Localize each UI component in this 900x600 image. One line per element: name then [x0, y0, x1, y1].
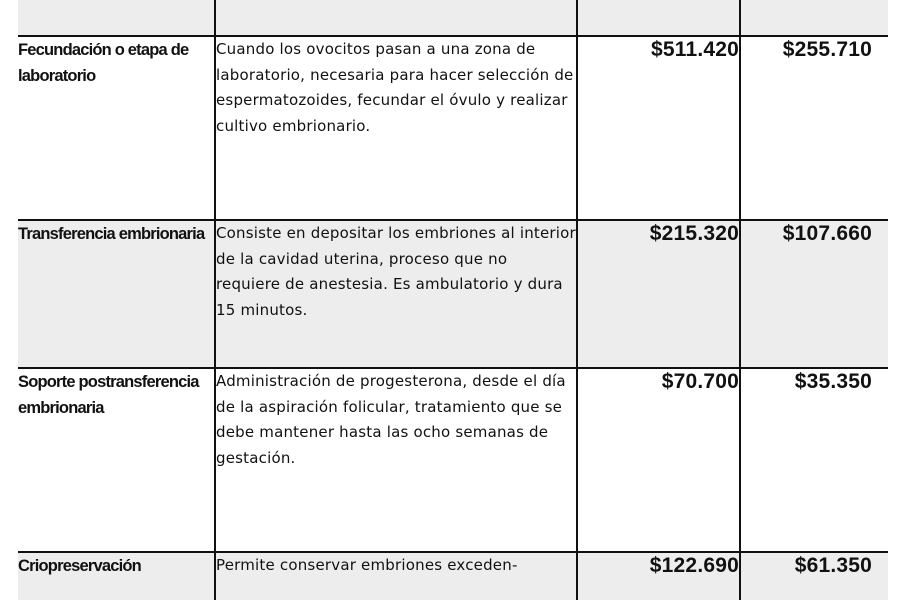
- stage-name: Fecundación o etapa de laboratorio: [18, 41, 189, 85]
- price-column-1: $511.420: [577, 36, 740, 220]
- table-row: [18, 36, 888, 220]
- stage-name: Soporte postransferencia embrionaria: [18, 373, 199, 417]
- price-column-1: [577, 0, 740, 36]
- price-column-1: $70.700: [577, 368, 740, 552]
- stage-description: Consiste en depositar los embriones al interior de la cavidad uterina, proceso que no requiere de anestesia. Es ambulatorio y dura 15 minutos.: [215, 220, 577, 368]
- table-row: [18, 552, 888, 600]
- stage-name: Criopreservación: [18, 557, 141, 575]
- table-row: [18, 368, 888, 552]
- price-column-2: [740, 0, 888, 36]
- treatment-cost-table: [18, 0, 888, 600]
- stage-description: Administración de progesterona, desde el día de la aspiración folicular, tratamiento que se debe mantener hasta las ocho semanas de gestación.: [215, 368, 577, 552]
- price-column-1: $215.320: [577, 220, 740, 368]
- stage-description: Permite conservar embriones exceden-: [215, 552, 577, 600]
- price-column-2: $61.350: [740, 552, 888, 600]
- price-column-2: $255.710: [740, 36, 888, 220]
- stage-description: Cuando los ovocitos pasan a una zona de laboratorio, necesaria para hacer selección de espermatozoides, fecundar el óvulo y realizar cultivo embrionario.: [215, 36, 577, 220]
- stage-description: [215, 0, 577, 36]
- price-column-1: $122.690: [577, 552, 740, 600]
- table-row: [18, 220, 888, 368]
- price-column-2: $35.350: [740, 368, 888, 552]
- table-row: [18, 0, 888, 36]
- price-column-2: $107.660: [740, 220, 888, 368]
- stage-name: [18, 0, 215, 36]
- stage-name: Transferencia embrionaria: [18, 225, 205, 243]
